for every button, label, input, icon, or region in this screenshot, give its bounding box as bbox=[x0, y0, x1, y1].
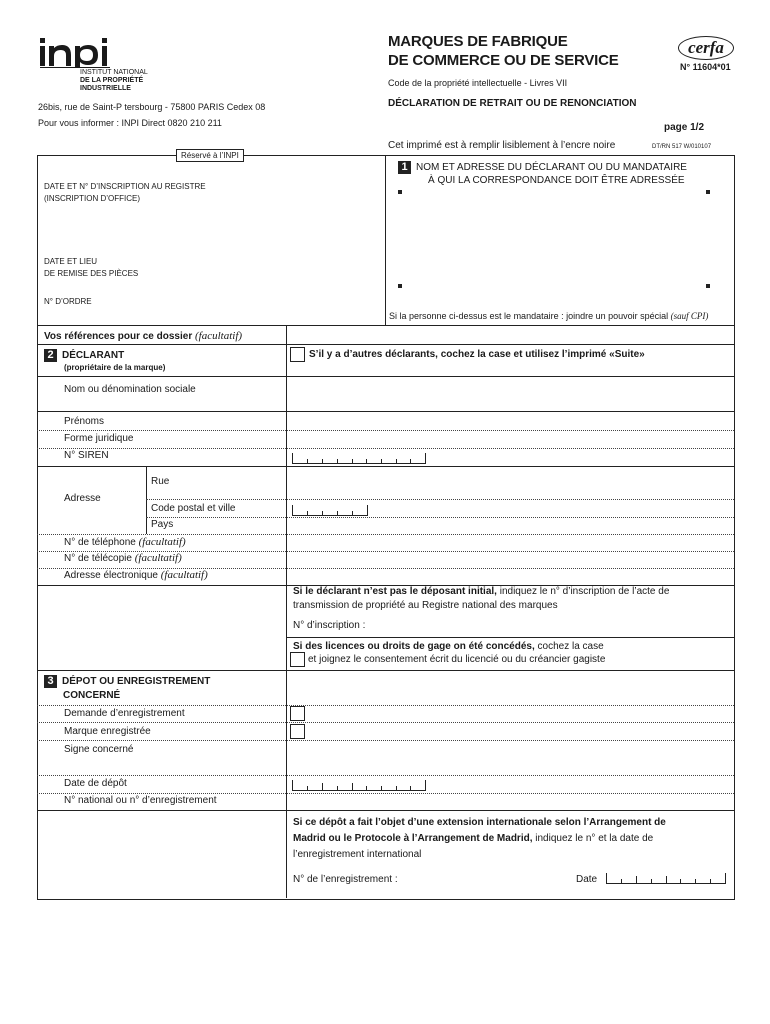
fax-optional: (facultatif) bbox=[134, 552, 182, 564]
siren-label: N° SIREN bbox=[64, 450, 109, 461]
tel-optional: (facultatif) bbox=[138, 536, 186, 548]
remise-line-2: DE REMISE DES PIÈCES bbox=[44, 269, 139, 278]
siren-input[interactable] bbox=[292, 453, 426, 464]
nom-label: Nom ou dénomination sociale bbox=[64, 384, 196, 395]
non-deposant-text bbox=[293, 585, 729, 613]
signe-line bbox=[37, 775, 734, 776]
demande-line bbox=[37, 722, 734, 723]
section3-title-line-2: CONCERNÉ bbox=[63, 690, 121, 702]
corner-mark-bl bbox=[398, 284, 402, 288]
marque-checkbox[interactable] bbox=[290, 724, 305, 739]
date-depot-label: Date de dépôt bbox=[64, 778, 127, 789]
section1-address-area[interactable] bbox=[395, 190, 713, 288]
references-input[interactable] bbox=[288, 327, 732, 343]
inpi-info: Pour vous informer : INPI Direct 0820 210 211 bbox=[38, 118, 222, 128]
remise-line-1: DATE ET LIEU bbox=[44, 257, 98, 266]
form-title bbox=[388, 32, 619, 70]
fax-label bbox=[64, 552, 182, 564]
section3-title-line-1: DÉPOT OU ENREGISTREMENT bbox=[62, 676, 211, 688]
section3-number: 3 bbox=[44, 675, 57, 688]
prenoms-input[interactable] bbox=[288, 412, 732, 429]
cp-ville-label: Code postal et ville bbox=[151, 503, 236, 514]
inscription-line bbox=[287, 637, 734, 638]
other-declarants-text: S’il y a d’autres déclarants, cochez la case et utilisez l’imprimé «Suite» bbox=[309, 349, 645, 360]
section3-title bbox=[44, 675, 210, 703]
other-declarants-checkbox[interactable] bbox=[290, 347, 305, 362]
adresse-label: Adresse bbox=[64, 493, 101, 504]
title-line-2: DE COMMERCE OU DE SERVICE bbox=[388, 52, 619, 69]
fax-input[interactable] bbox=[288, 552, 732, 567]
email-label bbox=[64, 569, 208, 581]
section2-subtitle: (propriétaire de la marque) bbox=[64, 363, 166, 372]
signe-input[interactable] bbox=[288, 741, 732, 774]
extension-line-2-rest: indiquez le n° et la date de bbox=[532, 833, 654, 844]
references-label bbox=[44, 330, 242, 342]
inpi-logo-subtitle bbox=[80, 69, 148, 93]
extension-line-3: l’enregistrement international bbox=[293, 849, 422, 860]
top-area-bottom-line bbox=[37, 325, 734, 326]
tel-label-text: N° de téléphone bbox=[64, 537, 136, 548]
adresse-divider bbox=[146, 466, 147, 534]
section1-title bbox=[398, 161, 687, 187]
section2-title bbox=[44, 349, 124, 362]
licences-text bbox=[293, 640, 729, 654]
signe-label: Signe concerné bbox=[64, 744, 134, 755]
mandataire-note bbox=[389, 311, 708, 321]
mandataire-note-italic: (sauf CPI) bbox=[670, 311, 709, 321]
numero-line bbox=[37, 810, 734, 811]
demande-checkbox[interactable] bbox=[290, 706, 305, 721]
forme-input[interactable] bbox=[288, 431, 732, 447]
inscription-number-input[interactable] bbox=[380, 618, 730, 634]
corner-mark-tr bbox=[706, 190, 710, 194]
section2-bottom-line bbox=[37, 670, 734, 671]
section1-title-line-1: NOM ET ADRESSE DU DÉCLARANT OU DU MANDATAIRE bbox=[416, 162, 687, 174]
international-number-input[interactable] bbox=[412, 870, 562, 886]
marque-label: Marque enregistrée bbox=[64, 726, 151, 737]
international-date-input[interactable] bbox=[606, 873, 726, 884]
licences-checkbox[interactable] bbox=[290, 652, 305, 667]
logo-sub-3: INDUSTRIELLE bbox=[80, 85, 131, 92]
logo-sub-1: INSTITUT NATIONAL bbox=[80, 69, 148, 76]
pays-label: Pays bbox=[151, 519, 174, 530]
forme-line bbox=[37, 448, 734, 449]
fill-note: Cet imprimé est à remplir lisiblement à l’encre noire bbox=[388, 140, 616, 151]
inscription-line-2: (INSCRIPTION D’OFFICE) bbox=[44, 194, 140, 203]
prenoms-label: Prénoms bbox=[64, 416, 105, 427]
mandataire-note-text: Si la personne ci-dessus est le mandataire : joindre un pouvoir spécial bbox=[389, 311, 669, 321]
references-bottom-line bbox=[37, 344, 734, 345]
inscription-number-label: N° d’inscription : bbox=[293, 620, 366, 631]
forme-label: Forme juridique bbox=[64, 433, 134, 444]
tel-label bbox=[64, 536, 186, 548]
references-optional: (facultatif) bbox=[195, 330, 243, 342]
section1-number: 1 bbox=[398, 161, 411, 174]
cerfa-number: N° 11604*01 bbox=[680, 62, 731, 72]
email-input[interactable] bbox=[288, 569, 732, 584]
section1-title-line-2: À QUI LA CORRESPONDANCE DOIT ÊTRE ADRESSÉE bbox=[428, 175, 685, 187]
cerfa-logo: cerfa bbox=[678, 36, 734, 60]
numero-input[interactable] bbox=[288, 794, 732, 809]
date-depot-input[interactable] bbox=[292, 780, 426, 791]
nom-input[interactable] bbox=[288, 377, 732, 411]
extension-text bbox=[293, 815, 729, 863]
legal-code: Code de la propriété intellectuelle - Livres VII bbox=[388, 78, 568, 88]
tel-input[interactable] bbox=[288, 535, 732, 550]
email-label-text: Adresse électronique bbox=[64, 570, 158, 581]
extension-line-1: Si ce dépôt a fait l’objet d’une extension internationale selon l’Arrangement de bbox=[293, 817, 666, 828]
references-label-text: Vos références pour ce dossier bbox=[44, 331, 193, 342]
section3-header-line bbox=[37, 705, 734, 706]
non-deposant-rest: indiquez le n° d’inscription de l’acte de bbox=[496, 586, 670, 597]
reference-code: DT/RN 517 W/010107 bbox=[652, 144, 712, 150]
licences-bold: Si des licences ou droits de gage on été concédés, bbox=[293, 641, 535, 652]
rue-line bbox=[146, 499, 734, 500]
section2-number: 2 bbox=[44, 349, 57, 362]
declaration-title: DÉCLARATION DE RETRAIT OU DE RENONCIATION bbox=[388, 98, 637, 109]
postal-code-input[interactable] bbox=[292, 505, 368, 516]
rue-label: Rue bbox=[151, 476, 170, 487]
section2-title-text: DÉCLARANT bbox=[62, 350, 125, 362]
inpi-logo-mark bbox=[38, 34, 112, 68]
pays-input[interactable] bbox=[288, 518, 732, 533]
fax-label-text: N° de télécopie bbox=[64, 553, 132, 564]
non-deposant-line-2: transmission de propriété au Registre national des marques bbox=[293, 600, 558, 611]
demande-label: Demande d’enregistrement bbox=[64, 708, 185, 719]
rue-input[interactable] bbox=[288, 467, 732, 498]
email-optional: (facultatif) bbox=[160, 569, 208, 581]
ordre-label: N° D’ORDRE bbox=[44, 297, 92, 306]
page-number: page 1/2 bbox=[664, 122, 705, 133]
logo-sub-2: DE LA PROPRIÉTÉ bbox=[80, 77, 144, 84]
title-line-1: MARQUES DE FABRIQUE bbox=[388, 33, 568, 50]
reserved-inpi-label: Réservé à l’INPI bbox=[176, 149, 244, 162]
remise-label bbox=[44, 256, 138, 280]
inpi-address: 26bis, rue de Saint-P tersbourg - 75800 PARIS Cedex 08 bbox=[38, 102, 266, 112]
corner-mark-tl bbox=[398, 190, 402, 194]
top-column-divider bbox=[385, 155, 386, 325]
corner-mark-br bbox=[706, 284, 710, 288]
extension-line-2-bold: Madrid ou le Protocole à l’Arrangement de Madrid, bbox=[293, 833, 533, 844]
international-date-label: Date bbox=[576, 874, 598, 885]
licences-line-2: et joignez le consentement écrit du licencié ou du créancier gagiste bbox=[308, 654, 606, 665]
licences-rest: cochez la case bbox=[534, 641, 604, 652]
inscription-label bbox=[44, 181, 206, 205]
non-deposant-bold: Si le déclarant n’est pas le déposant initial, bbox=[293, 586, 497, 597]
international-number-label: N° de l’enregistrement : bbox=[293, 874, 398, 885]
numero-label: N° national ou n° d’enregistrement bbox=[64, 795, 217, 806]
inscription-line-1: DATE ET N° D’INSCRIPTION AU REGISTRE bbox=[44, 182, 206, 191]
